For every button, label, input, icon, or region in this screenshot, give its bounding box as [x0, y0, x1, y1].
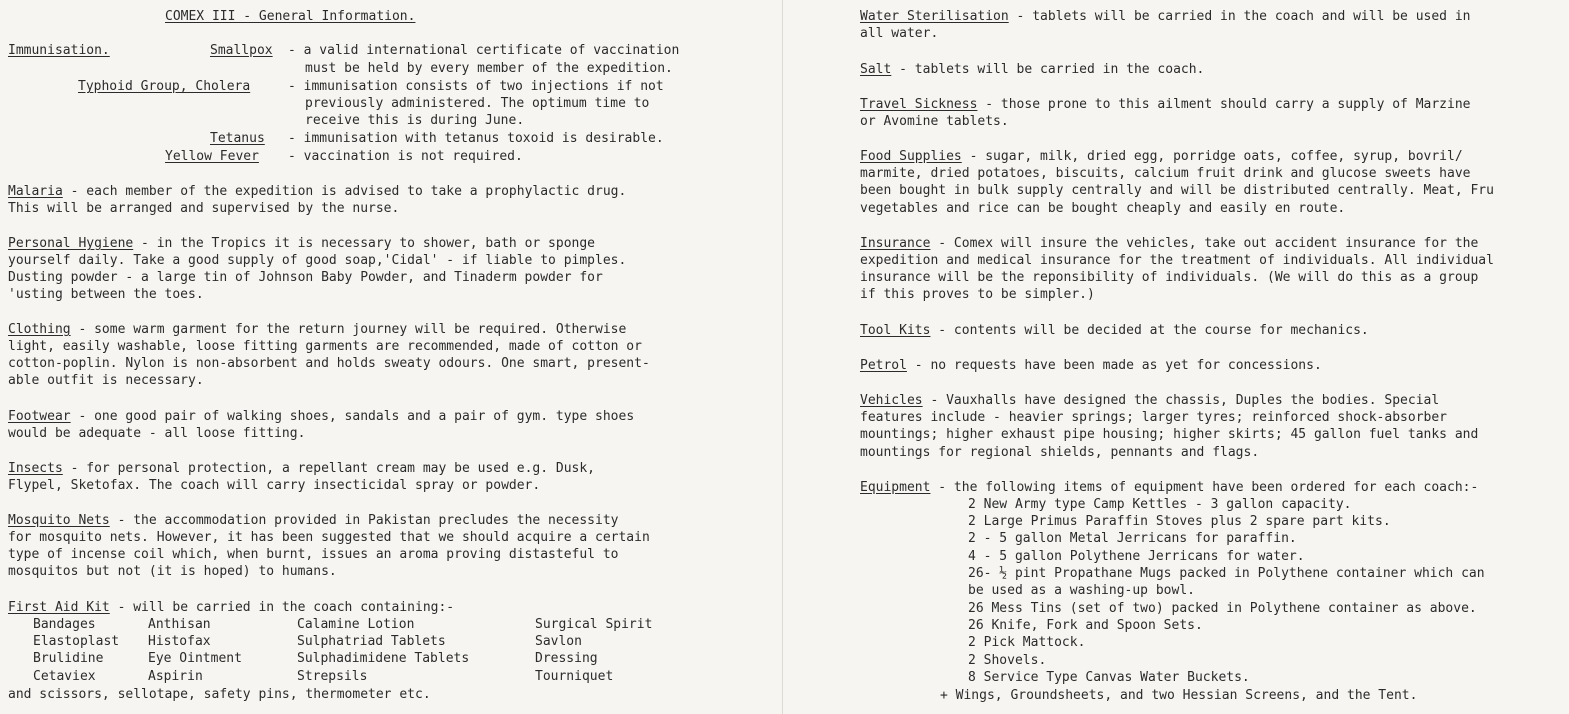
- first-aid-item: Bandages: [33, 617, 96, 632]
- equipment-item: 2 - 5 gallon Metal Jerricans for paraffin.: [968, 531, 1297, 546]
- first-aid-item: Elastoplast: [33, 634, 120, 649]
- food-line-4: vegetables and rice can be bought cheaply and easily en route.: [860, 201, 1346, 216]
- malaria-line-2: This will be arranged and supervised by the nurse.: [8, 201, 400, 216]
- first-aid-item: Sulphatriad Tablets: [297, 634, 446, 649]
- travel-line-2: or Avomine tablets.: [860, 114, 1009, 129]
- yellow-fever-text: - vaccination is not required.: [288, 149, 523, 164]
- food-line-2: marmite, dried potatoes, biscuits, calcium fruit drink and glucose sweets have: [860, 166, 1471, 181]
- hygiene-line-3: Dusting powder - a large tin of Johnson Baby Powder, and Tinaderm powder for: [8, 270, 603, 285]
- typhoid-text-3: receive this is during June.: [305, 113, 525, 128]
- malaria-para: Malaria - each member of the expedition is advised to take a prophylactic drug.: [8, 184, 627, 199]
- water-line-2: all water.: [860, 26, 939, 41]
- first-aid-item: Anthisan: [148, 617, 211, 632]
- equipment-item: 26 Mess Tins (set of two) packed in Polythene container as above.: [968, 601, 1477, 616]
- first-aid-item: Strepsils: [297, 669, 368, 684]
- smallpox-text: - a valid international certificate of vaccination: [288, 43, 680, 58]
- hygiene-line-4: 'usting between the toes.: [8, 287, 204, 302]
- first-aid-item: Histofax: [148, 634, 211, 649]
- tetanus-term: Tetanus: [210, 131, 265, 146]
- document-title: COMEX III - General Information.: [165, 9, 416, 24]
- smallpox-term: Smallpox: [210, 43, 273, 58]
- typhoid-term: Typhoid Group, Cholera: [78, 79, 251, 94]
- insects-para: Insects - for personal protection, a repellant cream may be used e.g. Dusk,: [8, 461, 596, 476]
- mosquito-para: Mosquito Nets - the accommodation provided in Pakistan precludes the necessity: [8, 513, 619, 528]
- first-aid-item: Cetaviex: [33, 669, 96, 684]
- first-aid-item: Calamine Lotion: [297, 617, 415, 632]
- tetanus-text: - immunisation with tetanus toxoid is desirable.: [288, 131, 664, 146]
- equipment-item: 2 New Army type Camp Kettles - 3 gallon capacity.: [968, 497, 1352, 512]
- first-aid-item: Dressing: [535, 651, 598, 666]
- clothing-line-2: light, easily washable, loose fitting garments are recommended, made of cotton or: [8, 339, 642, 354]
- first-aid-item: Sulphadimidene Tablets: [297, 651, 470, 666]
- equipment-para: Equipment - the following items of equipment have been ordered for each coach:-: [860, 480, 1479, 495]
- insects-line-2: Flypel, Sketofax. The coach will carry insecticidal spray or powder.: [8, 478, 541, 493]
- footwear-para: Footwear - one good pair of walking shoes, sandals and a pair of gym. type shoes: [8, 409, 635, 424]
- vehicles-para: Vehicles - Vauxhalls have designed the chassis, Duples the bodies. Special: [860, 393, 1440, 408]
- mosquito-line-2: for mosquito nets. However, it has been suggested that we should acquire a certain: [8, 530, 650, 545]
- insurance-line-4: if this proves to be simpler.): [860, 287, 1095, 302]
- right-page: [790, 0, 1569, 714]
- mosquito-line-3: type of incense coil which, when burnt, issues an aroma proving distasteful to: [8, 547, 619, 562]
- hygiene-para: Personal Hygiene - in the Tropics it is necessary to shower, bath or sponge: [8, 236, 596, 251]
- first-aid-item: Brulidine: [33, 651, 104, 666]
- salt-para: Salt - tablets will be carried in the coach.: [860, 62, 1205, 77]
- first-aid-tail: and scissors, sellotape, safety pins, thermometer etc.: [8, 687, 431, 702]
- insurance-line-3: insurance will be the reponsibility of individuals. (We will do this as a group: [860, 270, 1479, 285]
- left-page: [0, 0, 780, 714]
- equipment-item: 2 Pick Mattock.: [968, 635, 1086, 650]
- equipment-item: 2 Large Primus Paraffin Stoves plus 2 spare part kits.: [968, 514, 1391, 529]
- equipment-item: 8 Service Type Canvas Water Buckets.: [968, 670, 1250, 685]
- vehicles-line-3: mountings; higher exhaust pipe housing; higher skirts; 45 gallon fuel tanks and: [860, 427, 1479, 442]
- yellow-fever-term: Yellow Fever: [165, 149, 259, 164]
- first-aid-item: Aspirin: [148, 669, 203, 684]
- typhoid-text-2: previously administered. The optimum time to: [305, 96, 650, 111]
- food-para: Food Supplies - sugar, milk, dried egg, porridge oats, coffee, syrup, bovril/: [860, 149, 1463, 164]
- first-aid-item: Surgical Spirit: [535, 617, 653, 632]
- water-para: Water Sterilisation - tablets will be carried in the coach and will be used in: [860, 9, 1471, 24]
- equipment-item: be used as a washing-up bowl.: [968, 583, 1195, 598]
- equipment-item: 26 Knife, Fork and Spoon Sets.: [968, 618, 1203, 633]
- first-aid-item: Eye Ointment: [148, 651, 242, 666]
- page-gutter: [782, 0, 783, 714]
- petrol-para: Petrol - no requests have been made as yet for concessions.: [860, 358, 1322, 373]
- tools-para: Tool Kits - contents will be decided at the course for mechanics.: [860, 323, 1369, 338]
- clothing-para: Clothing - some warm garment for the return journey will be required. Otherwise: [8, 322, 627, 337]
- insurance-para: Insurance - Comex will insure the vehicles, take out accident insurance for the: [860, 236, 1479, 251]
- equipment-item: 2 Shovels.: [968, 653, 1047, 668]
- equipment-item: 4 - 5 gallon Polythene Jerricans for water.: [968, 549, 1305, 564]
- travel-para: Travel Sickness - those prone to this ailment should carry a supply of Marzine: [860, 97, 1471, 112]
- immunisation-heading: Immunisation.: [8, 43, 110, 58]
- first-aid-item: Tourniquet: [535, 669, 614, 684]
- mosquito-line-4: mosquitos but not (it is hoped) to humans.: [8, 564, 337, 579]
- equipment-tail: + Wings, Groundsheets, and two Hessian Screens, and the Tent.: [940, 688, 1418, 703]
- clothing-line-4: able outfit is necessary.: [8, 373, 204, 388]
- equipment-item: 26- ½ pint Propathane Mugs packed in Polythene container which can: [968, 566, 1485, 581]
- smallpox-text-2: must be held by every member of the expedition.: [305, 61, 673, 76]
- food-line-3: been bought in bulk supply centrally and will be distributed centrally. Meat, Fru: [860, 183, 1494, 198]
- hygiene-line-2: yourself daily. Take a good supply of good soap,'Cidal' - if liable to pimples.: [8, 253, 627, 268]
- typhoid-text: - immunisation consists of two injections if not: [288, 79, 664, 94]
- insurance-line-2: expedition and medical insurance for the treatment of individuals. All individual: [860, 253, 1494, 268]
- first-aid-item: Savlon: [535, 634, 582, 649]
- footwear-line-2: would be adequate - all loose fitting.: [8, 426, 306, 441]
- vehicles-line-2: features include - heavier springs; larger tyres; reinforced shock-absorber: [860, 410, 1447, 425]
- vehicles-line-4: mountings for regional shields, pennants and flags.: [860, 445, 1260, 460]
- clothing-line-3: cotton-poplin. Nylon is non-absorbent and holds sweaty odours. One smart, present-: [8, 356, 650, 371]
- first-aid-para: First Aid Kit - will be carried in the coach containing:-: [8, 600, 455, 615]
